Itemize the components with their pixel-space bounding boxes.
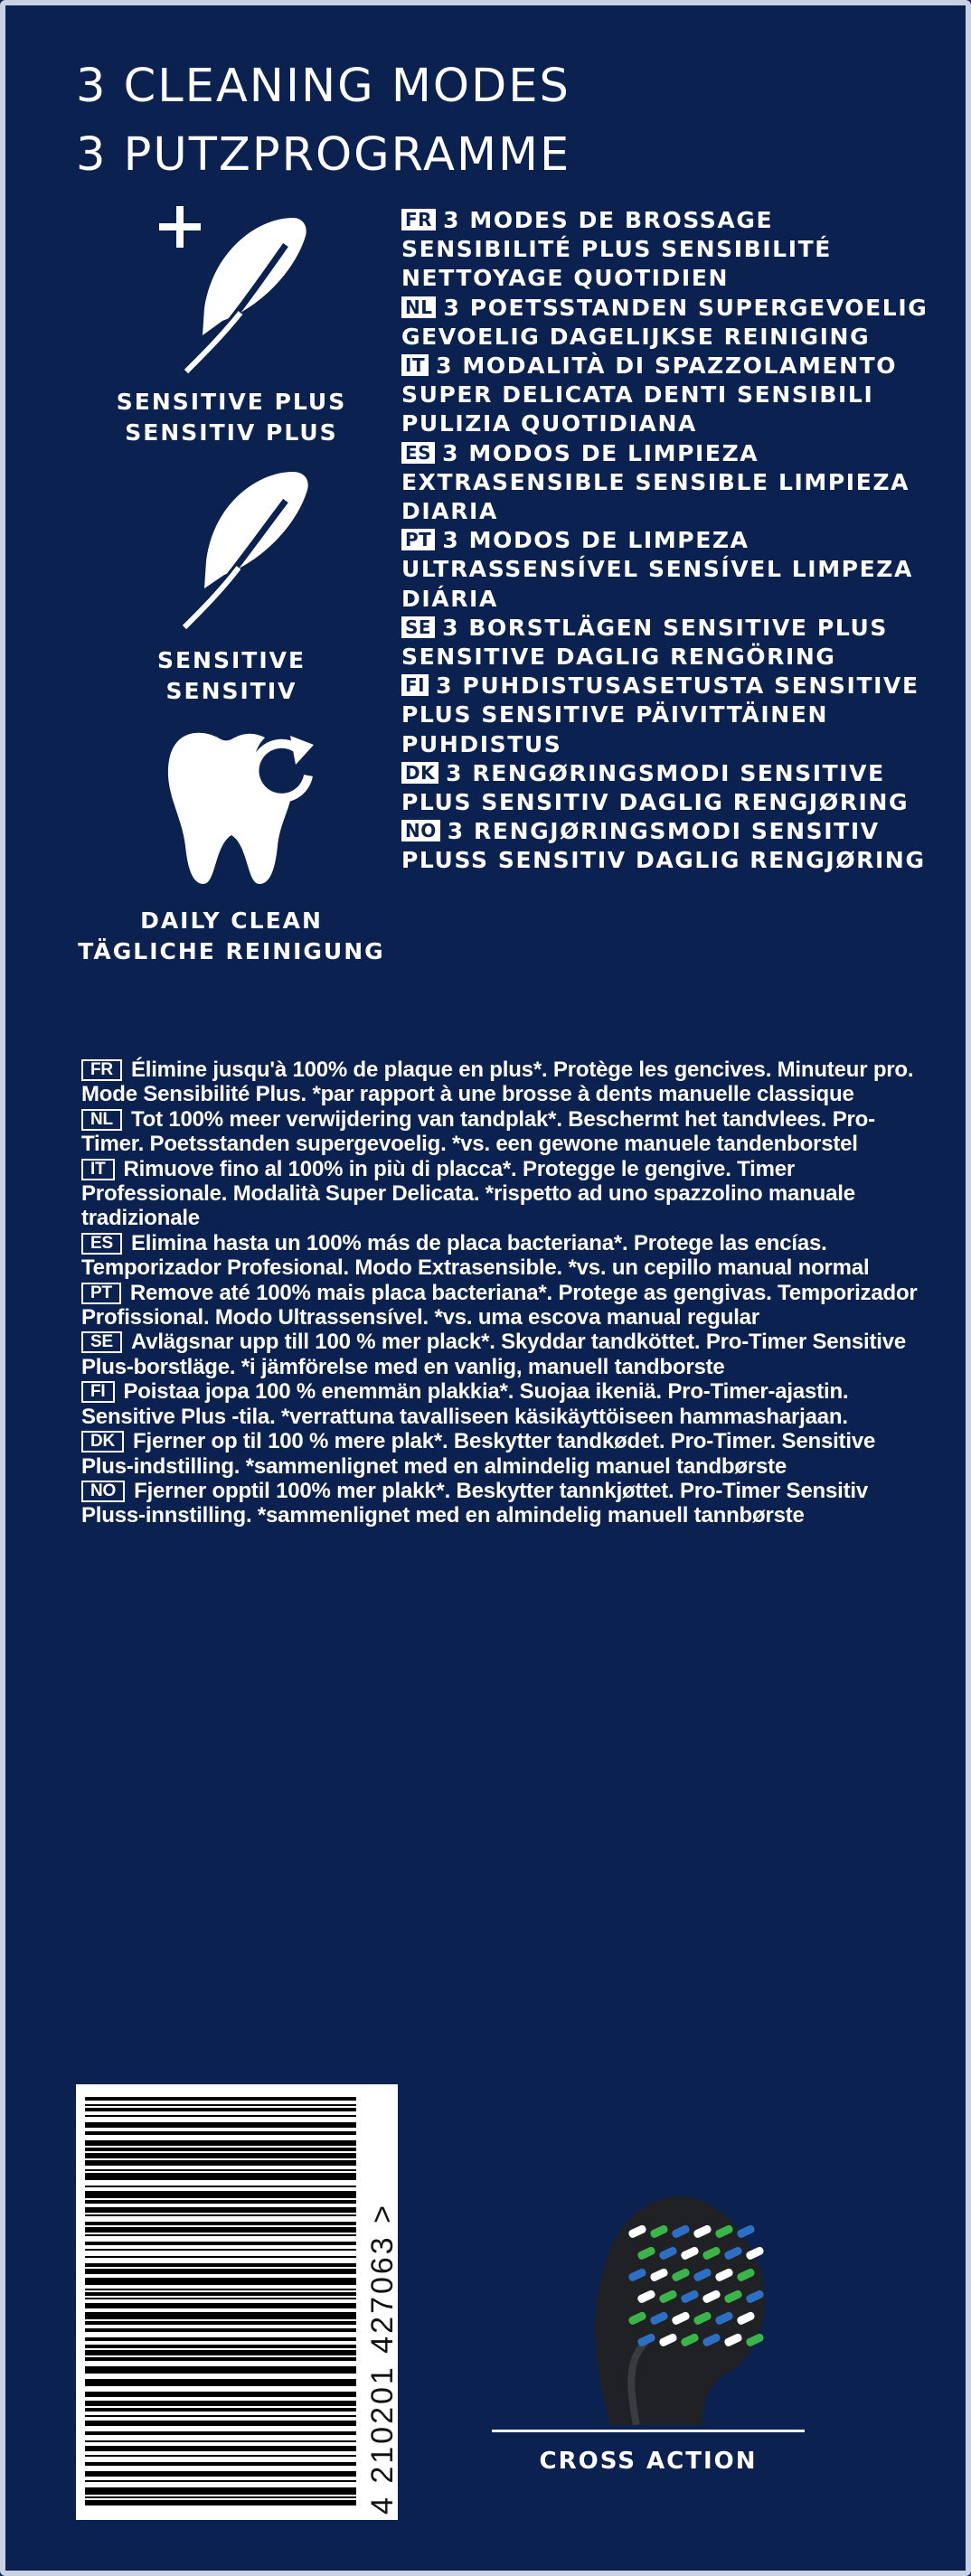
claim-entry-dk	[81, 1429, 922, 1479]
barcode-bar	[85, 2108, 356, 2111]
barcode-bar	[85, 2242, 356, 2245]
barcode-bar	[85, 2214, 356, 2216]
language-code-badge: FI	[81, 1381, 115, 1403]
page-title	[76, 52, 570, 190]
barcode-bar	[85, 2153, 356, 2158]
sensitive-plus-caption	[96, 387, 367, 448]
barcode-bar	[85, 2392, 356, 2397]
barcode-bar	[85, 2207, 356, 2213]
barcode-bar	[85, 2366, 356, 2374]
claim-entry-nl	[81, 1107, 922, 1157]
barcode-bar	[85, 2496, 356, 2498]
language-code-badge: FI	[401, 674, 429, 696]
claim-text: Rimuove fino al 100% in più di placca*. Protegge le gengive. Timer Professionale. Modalità Super Delicata. *rispetto ad uno spazzolino manuale tradizionale	[81, 1156, 855, 1231]
barcode-bar	[85, 2200, 356, 2204]
mode-text: 3 MODALITÀ DI SPAZZOLAMENTO SUPER DELICATA DENTI SENSIBILI PULIZIA QUOTIDIANA	[401, 353, 898, 437]
mode-entry-fi	[401, 672, 944, 759]
barcode-number	[360, 2084, 405, 2520]
language-code-badge: PT	[401, 529, 435, 550]
barcode-bar	[85, 2191, 356, 2198]
language-code-badge: NL	[81, 1109, 122, 1131]
barcode-bar	[85, 2455, 356, 2457]
barcode-bar	[85, 2148, 356, 2151]
barcode-bars	[76, 2084, 398, 2520]
claim-text: Remove até 100% mais placa bacteriana*. Protege as gengivas. Temporizador Profissional. Modo Ultrassensível. *vs. uma escova manual regular	[81, 1280, 918, 1330]
barcode-bar	[85, 2278, 356, 2285]
claim-text: Elimina hasta un 100% más de placa bacteriana*. Protege las encías. Temporizador Profesional. Modo Extrasensible. *vs. un cepillo manual normal	[81, 1230, 870, 1281]
barcode-digits-text: 4 210201 427063 >	[365, 2202, 400, 2515]
barcode-bar	[85, 2298, 356, 2299]
claim-entry-it	[81, 1157, 922, 1231]
language-code-badge: DK	[401, 762, 438, 784]
barcode-bar	[85, 2345, 356, 2348]
barcode-bar	[85, 2487, 356, 2495]
claim-entry-pt	[81, 1281, 922, 1330]
barcode-bar	[85, 2173, 356, 2180]
language-code-badge: IT	[81, 1159, 115, 1180]
barcode-bar	[85, 2160, 356, 2166]
claim-text: Tot 100% meer verwijdering van tandplak*. Beschermt het tandvlees. Pro-Timer. Poetsstanden supergevoelig. *vs. een gewone manuele tandenborstel	[81, 1106, 875, 1157]
mode-text: 3 POETSSTANDEN SUPERGEVOELIG GEVOELIG DAGELIJKSE REINIGING	[401, 294, 929, 350]
sensitive-label-de: SENSITIV	[165, 678, 297, 704]
barcode-bar	[85, 2289, 356, 2290]
sensitive-label: SENSITIVE	[156, 647, 306, 673]
feather-plus-icon	[150, 200, 313, 381]
barcode-bar	[85, 2328, 356, 2332]
title-english: 3 CLEANING MODES	[76, 60, 570, 113]
claim-entry-se	[81, 1330, 922, 1379]
sensitive-plus-label-de: SENSITIV PLUS	[125, 419, 338, 446]
barcode-bar	[85, 2357, 356, 2361]
sensitive-plus-label: SENSITIVE PLUS	[116, 389, 347, 415]
language-code-badge: DK	[81, 1431, 124, 1453]
barcode-bar	[85, 2500, 356, 2505]
barcode-bar	[85, 2169, 356, 2171]
mode-text: 3 BORSTLÄGEN SENSITIVE PLUS SENSITIVE DAGLIG RENGÖRING	[401, 614, 888, 671]
claim-text: Avlägsnar upp till 100 % mer plack*. Skyddar tandköttet. Pro-Timer Sensitive Plus-borstläge. *i jämförelse med en vanlig, manuell tandborste	[81, 1330, 907, 1379]
mode-entry-pt	[401, 526, 944, 614]
barcode	[76, 2084, 398, 2520]
claim-text: Fjerner op til 100 % mere plak*. Beskytter tandkødet. Pro-Timer. Sensitive Plus-indstilling. *sammenlignet med en almindelig manuel tandbørste	[81, 1429, 876, 1479]
barcode-bar	[85, 2303, 356, 2308]
language-code-badge: NO	[401, 820, 440, 841]
mode-entry-it	[401, 352, 944, 439]
barcode-bar	[85, 2227, 356, 2233]
barcode-bar	[85, 2256, 356, 2258]
barcode-bar	[85, 2421, 356, 2426]
barcode-bar	[85, 2480, 356, 2482]
language-code-badge: NO	[81, 1481, 125, 1502]
claim-entry-fi	[81, 1379, 922, 1429]
mode-entry-es	[401, 439, 944, 527]
barcode-bar	[85, 2115, 356, 2117]
barcode-bar	[85, 2131, 356, 2135]
barcode-bar	[85, 2312, 356, 2319]
barcode-bar	[85, 2379, 356, 2386]
claim-entry-fr	[81, 1058, 922, 1107]
barcode-bar	[85, 2104, 356, 2106]
cross-action-label: CROSS ACTION	[539, 2448, 758, 2475]
mode-text: 3 MODOS DE LIMPEZA ULTRASSENSÍVEL SENSÍVEL LIMPEZA DIÁRIA	[401, 527, 913, 612]
mode-text: 3 RENGØRINGSMODI SENSITIVE PLUS SENSITIV DAGLIG RENGJØRING	[401, 759, 910, 816]
language-code-badge: PT	[81, 1283, 121, 1304]
barcode-bar	[85, 2401, 356, 2406]
barcode-bar	[85, 2415, 356, 2417]
barcode-bar	[85, 2269, 356, 2274]
barcode-bar	[85, 2408, 356, 2411]
barcode-bar	[85, 2097, 356, 2101]
modes-translations	[401, 206, 944, 876]
language-code-badge: SE	[81, 1331, 122, 1353]
mode-text: 3 PUHDISTUSASETUSTA SENSITIVE PLUS SENSITIVE PÄIVITTÄINEN PUHDISTUS	[401, 672, 919, 757]
language-code-badge: IT	[401, 354, 429, 376]
language-code-badge: ES	[81, 1233, 122, 1255]
barcode-bar	[85, 2462, 356, 2466]
claim-text: Élimine jusqu'à 100% de plaque en plus*. Protège les gencives. Minuteur pro. Mode Sensibilité Plus. *par rapport à une brosse à dents manuelle classique	[81, 1058, 914, 1107]
language-code-badge: FR	[401, 209, 436, 230]
daily-clean-caption	[60, 906, 403, 967]
mode-entry-fr	[401, 206, 944, 294]
mode-text: 3 RENGJØRINGSMODI SENSITIV PLUSS SENSITIV DAGLIG RENGJØRING	[401, 818, 926, 874]
barcode-bar	[85, 2431, 356, 2435]
barcode-bar	[85, 2222, 356, 2225]
bristle-tuft	[736, 2224, 756, 2240]
barcode-bar	[85, 2440, 356, 2442]
barcode-bar	[85, 2249, 356, 2251]
barcode-bar	[85, 2140, 356, 2146]
language-code-badge: ES	[401, 442, 435, 464]
title-german: 3 PUTZPROGRAMME	[76, 128, 571, 182]
claim-text: Poistaa jopa 100 % enemmän plakkia*. Suojaa ikeniä. Pro-Timer-ajastin. Sensitive Plus -tila. *verrattuna tavalliseen käsikäyttöiseen hammasharjaan.	[81, 1379, 849, 1429]
barcode-bar	[85, 2321, 356, 2325]
mode-text: 3 MODOS DE LIMPIEZA EXTRASENSIBLE SENSIBLE LIMPIEZA DIARIA	[401, 439, 910, 525]
mode-entry-dk	[401, 759, 944, 817]
mode-text: 3 MODES DE BROSSAGE SENSIBILITÉ PLUS SENSIBILITÉ NETTOYAGE QUOTIDIEN	[401, 207, 832, 292]
barcode-bar	[85, 2263, 356, 2267]
claim-entry-no	[81, 1479, 922, 1528]
barcode-bar	[85, 2446, 356, 2451]
barcode-bar	[85, 2337, 356, 2341]
barcode-bar	[85, 2292, 356, 2296]
claim-entry-es	[81, 1231, 922, 1281]
daily-clean-label: DAILY CLEAN	[140, 907, 323, 934]
mode-entry-no	[401, 817, 944, 875]
tooth-refresh-icon	[164, 729, 317, 887]
claim-text: Fjerner opptil 100% mer plakk*. Beskytter tannkjøttet. Pro-Timer Sensitiv Pluss-innstilling. *sammenlignet med en almindelig manuell tannbørste	[81, 1478, 868, 1528]
brush-head-image	[573, 2188, 808, 2428]
feather-icon	[150, 466, 313, 629]
language-code-badge: SE	[401, 616, 435, 638]
barcode-bar	[85, 2350, 356, 2355]
barcode-bar	[85, 2471, 356, 2477]
barcode-bar	[85, 2122, 356, 2128]
barcode-bar	[85, 2186, 356, 2187]
language-code-badge: NL	[401, 296, 436, 318]
language-code-badge: FR	[81, 1059, 122, 1081]
mode-entry-nl	[401, 294, 944, 352]
barcode-bar	[85, 2234, 356, 2236]
mode-entry-se	[401, 614, 944, 672]
claims-translations	[81, 1058, 922, 1528]
cross-action-line	[492, 2430, 805, 2432]
daily-clean-label-de: TÄGLICHE REINIGUNG	[78, 938, 385, 964]
sensitive-caption	[96, 645, 367, 707]
